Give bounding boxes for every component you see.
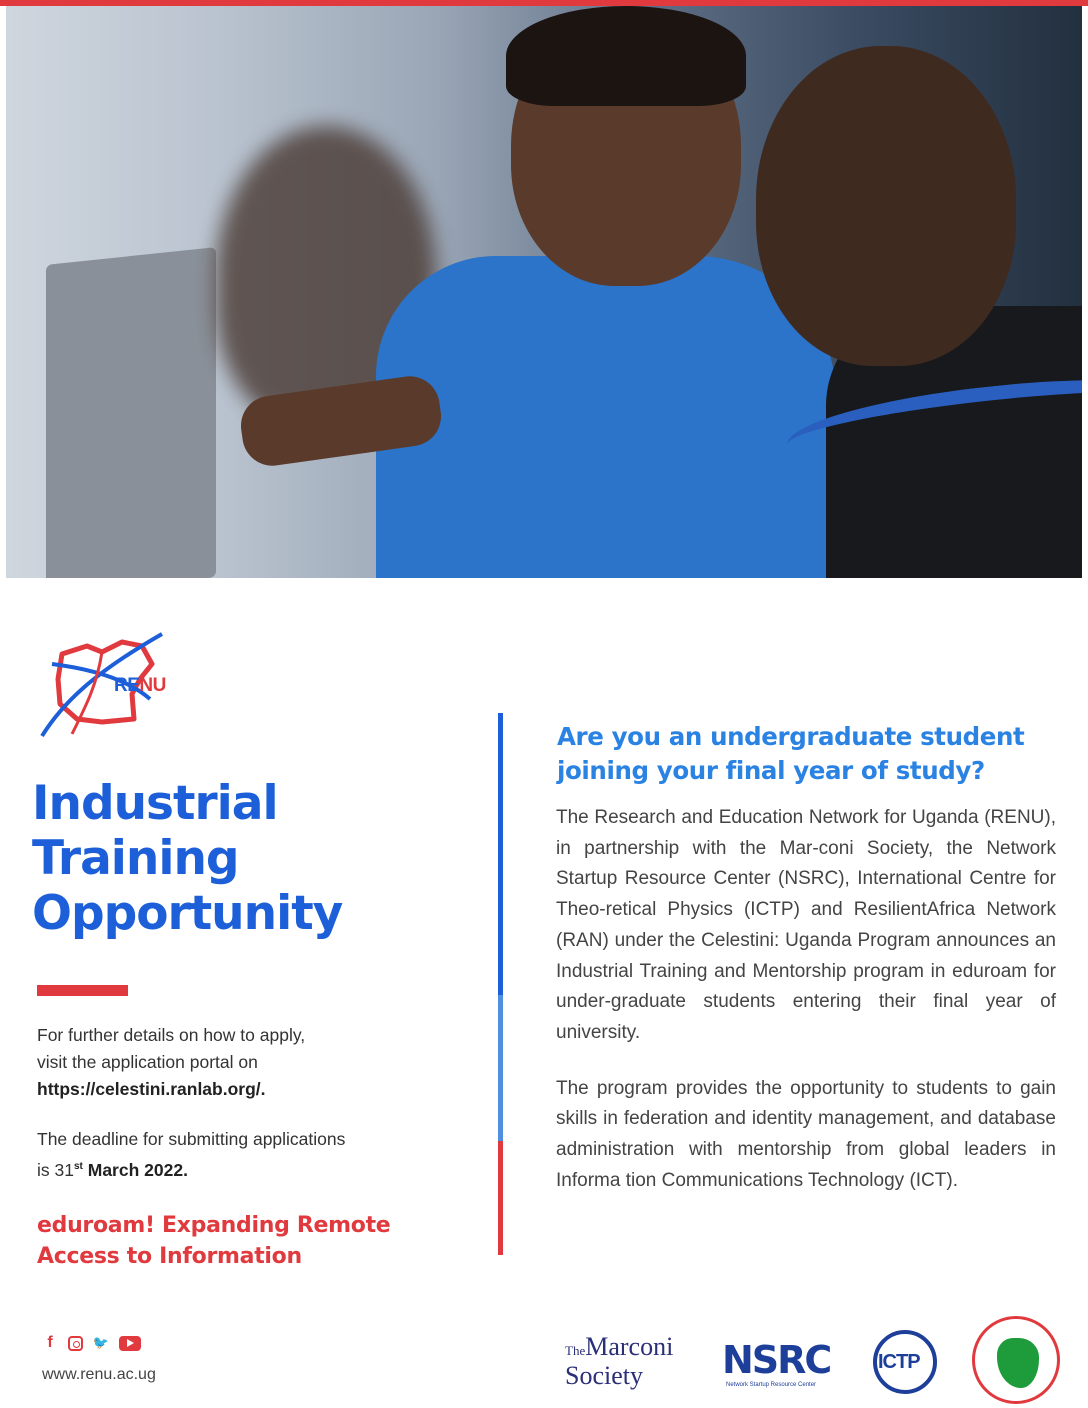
question-line-1: Are you an undergraduate student — [557, 722, 1025, 751]
student-blue-shirt-image — [376, 256, 836, 578]
deadline-is: is 31 — [37, 1159, 74, 1180]
logo-text-nu: NU — [139, 675, 166, 696]
deadline-ordinal: st — [73, 1161, 83, 1172]
partner-logos — [560, 1318, 1070, 1402]
marconi-the: The — [565, 1343, 586, 1358]
apply-text-line-1: For further details on how to apply, — [37, 1025, 306, 1045]
apply-text-line-2: visit the application portal on — [37, 1052, 258, 1072]
application-info — [37, 1022, 437, 1184]
renu-logo — [32, 624, 192, 749]
student-hair-image — [506, 6, 746, 106]
marconi-name: Marconi — [585, 1332, 674, 1361]
deadline-date-line — [37, 1153, 437, 1184]
marconi-society-logo — [565, 1334, 673, 1388]
deadline-text: The deadline for submitting applications — [37, 1129, 346, 1149]
nsrc-subtitle: Network Startup Resource Center — [726, 1382, 817, 1388]
question-line-2: joining your final year of study? — [557, 756, 985, 785]
description-paragraph-2: The program provides the opportunity to students to gain skills in federation and identity management, and database administration with mentorship from global leaders in Informa tion Communications Technology (ICT). — [556, 1077, 1056, 1191]
tagline-line-2: Access to Information — [37, 1244, 302, 1269]
title-line-2: Training — [32, 831, 239, 886]
title-line-1: Industrial — [32, 776, 278, 831]
hero-photo — [6, 6, 1082, 578]
laptop-image — [46, 247, 216, 578]
page-title — [32, 776, 342, 941]
application-portal-link[interactable]: https://celestini.ranlab.org/. — [37, 1079, 266, 1099]
eduroam-tagline — [37, 1210, 390, 1272]
website-link[interactable]: www.renu.ac.ug — [42, 1366, 156, 1383]
title-underline-bar — [37, 985, 128, 996]
instagram-icon[interactable] — [68, 1336, 83, 1351]
renu-logo-text — [114, 675, 166, 697]
renu-map-icon — [32, 624, 192, 749]
audience-question — [557, 720, 1057, 788]
second-student-face-image — [756, 46, 1016, 366]
facebook-icon[interactable]: f — [47, 1334, 53, 1351]
marconi-society: Society — [565, 1361, 643, 1390]
youtube-icon[interactable] — [119, 1336, 141, 1351]
title-line-3: Opportunity — [32, 886, 343, 941]
social-links — [40, 1333, 141, 1353]
deadline-date: March 2022. — [82, 1159, 188, 1180]
program-description — [556, 803, 1056, 1196]
twitter-icon[interactable]: 🐦 — [92, 1335, 110, 1350]
ictp-logo: ICTP — [878, 1351, 920, 1373]
nsrc-logo: NSRC — [722, 1338, 831, 1382]
column-divider — [498, 713, 503, 1255]
description-paragraph-1: The Research and Education Network for Uganda (RENU), in partnership with the Mar-coni Society, the Network Startup Resource Center (NSRC), International Centre for Theo-retical Physics (ICTP) and ResilientAfrica Network (RAN) under the Celestini: Uganda Program announces an Industrial Training and Mentorship program in eduroam for under-graduate students entering their final year of university. — [556, 807, 1056, 1043]
tagline-line-1: eduroam! Expanding Remote — [37, 1213, 391, 1238]
logo-text-re: RE — [114, 675, 140, 696]
